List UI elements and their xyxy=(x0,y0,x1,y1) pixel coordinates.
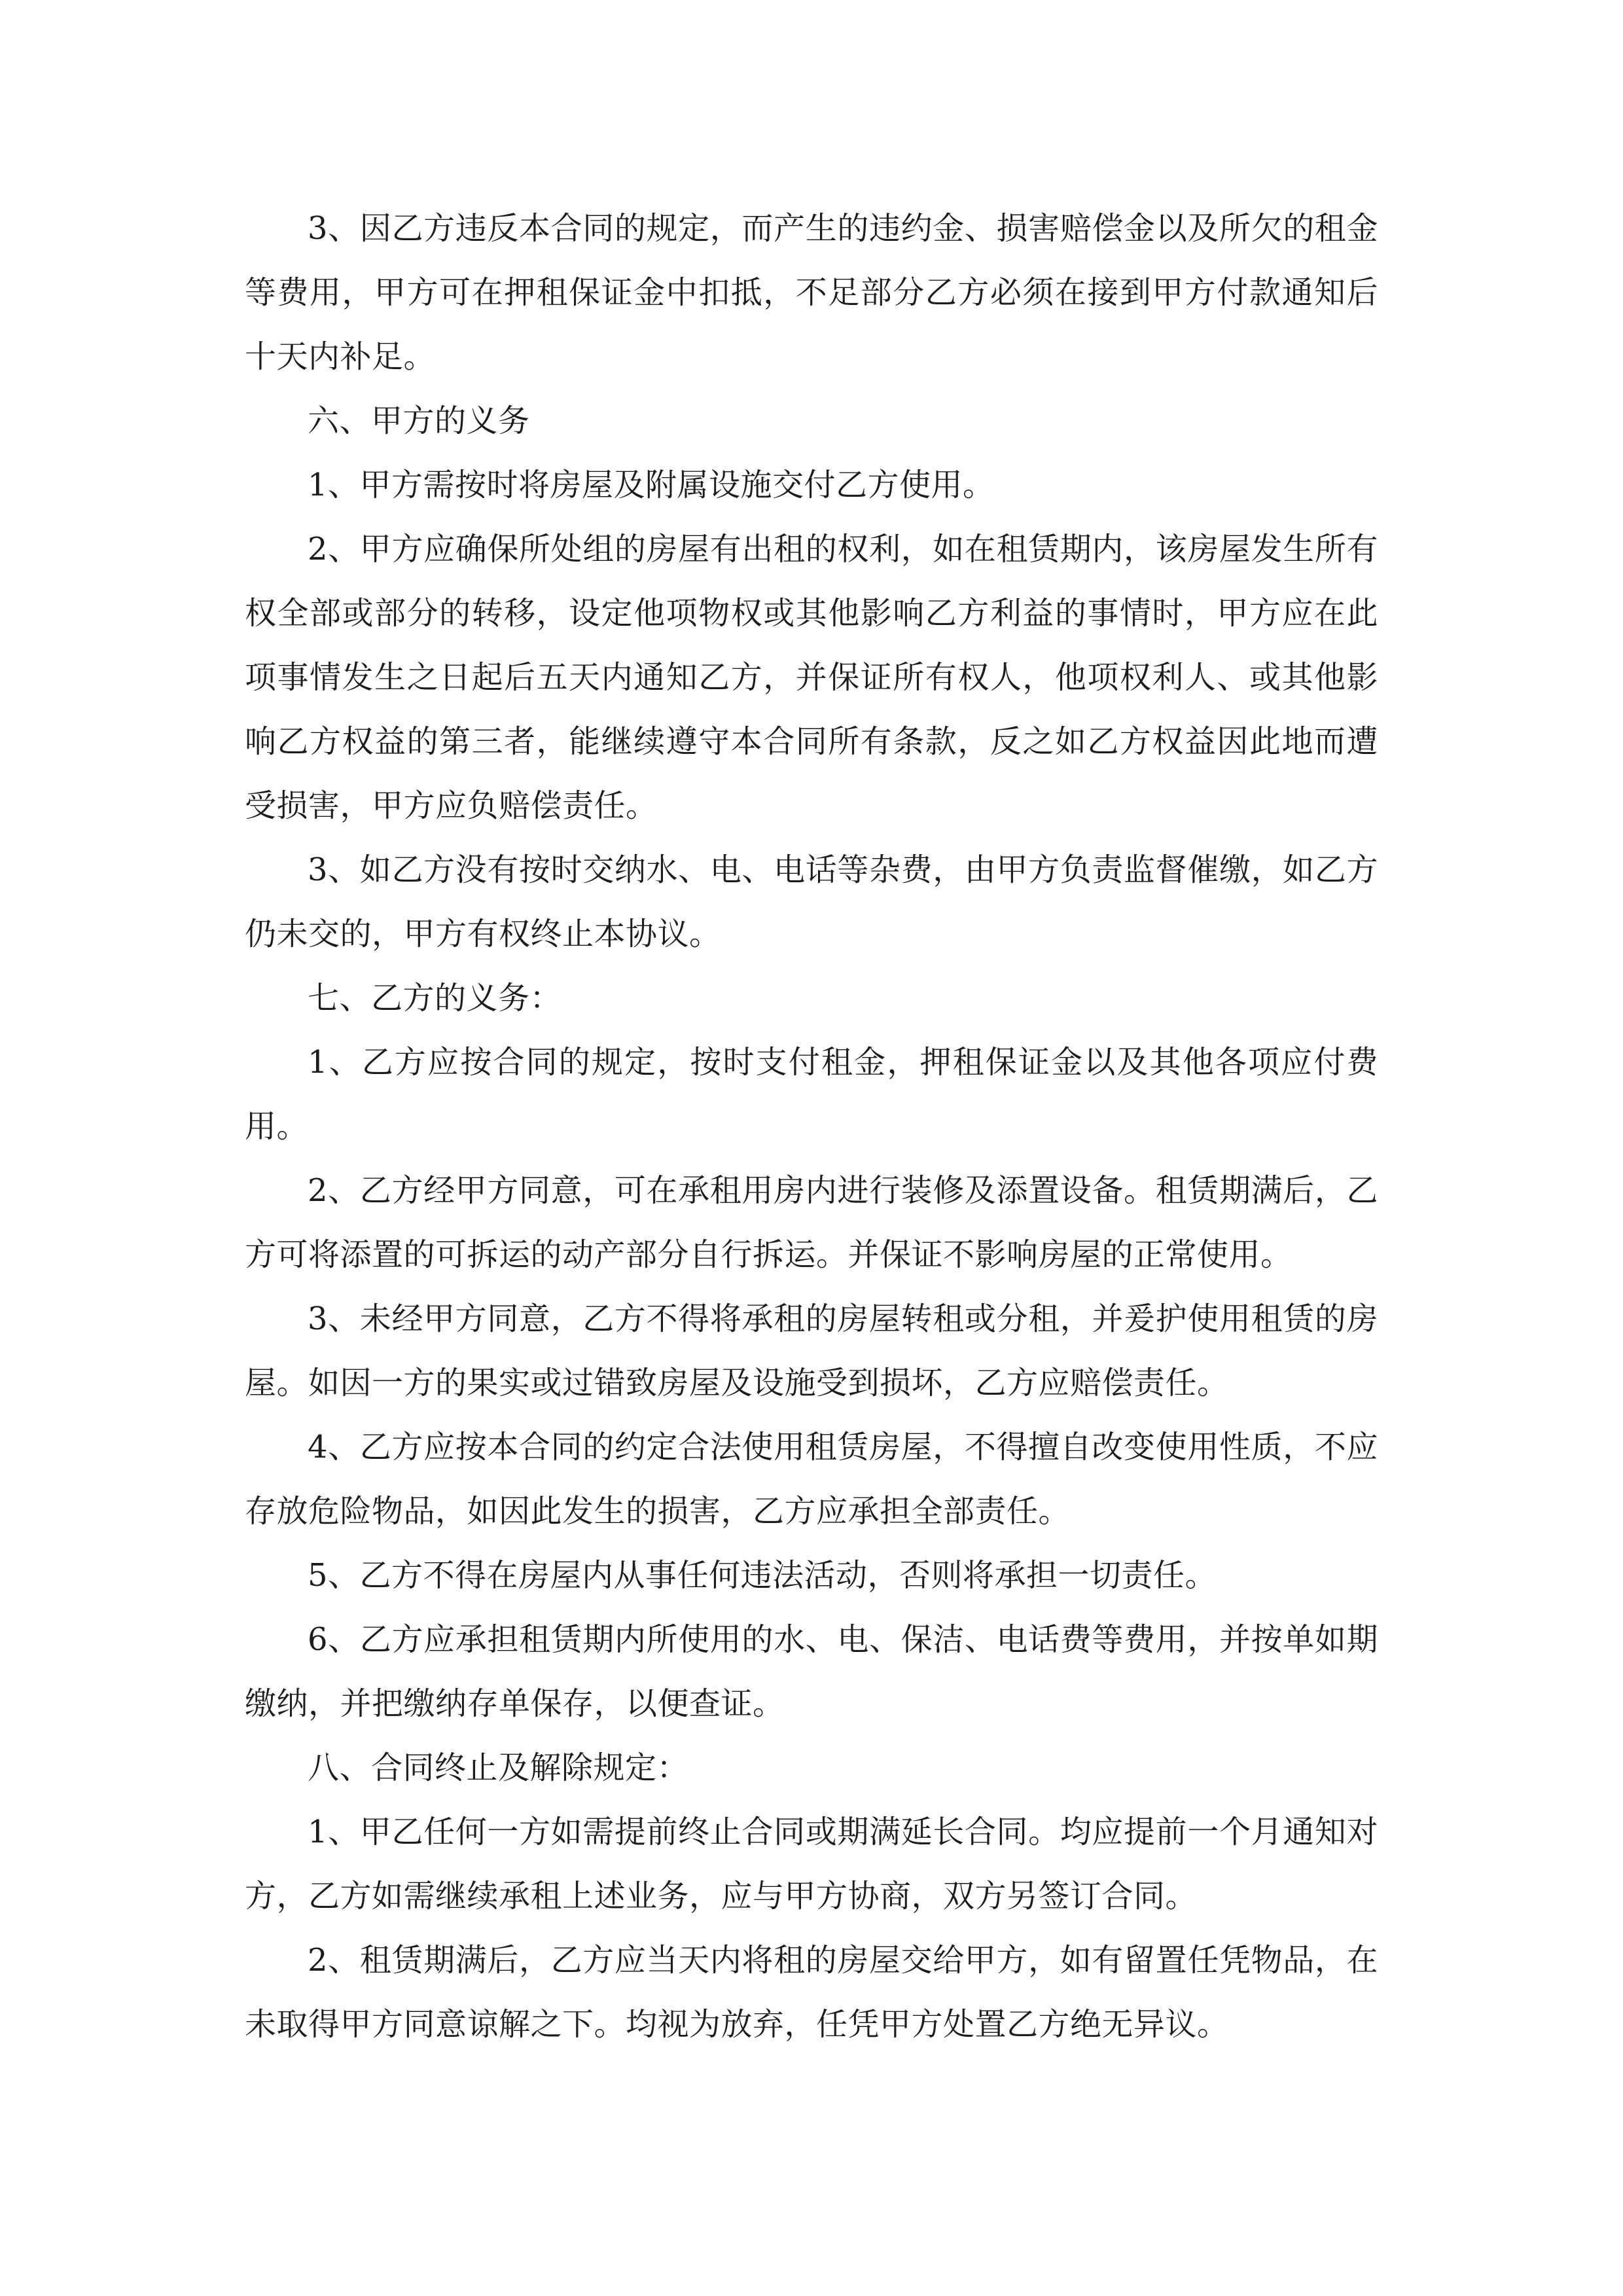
document-body xyxy=(245,196,1378,2056)
clause-7-4: 4、乙方应按本合同的约定合法使用租赁房屋，不得擅自改变使用性质，不应存放危险物品，如因此发生的损害，乙方应承担全部责任。 xyxy=(245,1429,1378,1530)
clause-6-3: 3、如乙方没有按时交纳水、电、电话等杂费，由甲方负责监督催缴，如乙方仍未交的，甲方有权终止本协议。 xyxy=(245,852,1378,952)
clause-6-1: 1、甲方需按时将房屋及附属设施交付乙方使用。 xyxy=(308,467,995,503)
clause-6-2: 2、甲方应确保所处组的房屋有出租的权利，如在租赁期内，该房屋发生所有权全部或部分的转移，设定他项物权或其他影响乙方利益的事情时，甲方应在此项事情发生之日起后五天内通知乙方，并保证所有权人，他项权利人、或其他影响乙方权益的第三者，能继续遵守本合同所有条款，反之如乙方权益因此地而遭受损害，甲方应负赔偿责任。 xyxy=(245,531,1378,824)
clause-7-3: 3、未经甲方同意，乙方不得将承租的房屋转租或分租，并爰护使用租赁的房屋。如因一方的果实或过错致房屋及设施受到损坏，乙方应赔偿责任。 xyxy=(245,1300,1378,1401)
section-heading-7: 七、乙方的义务： xyxy=(308,980,562,1016)
clause-7-5: 5、乙方不得在房屋内从事任何违法活动，否则将承担一切责任。 xyxy=(308,1557,1217,1594)
clause-7-1: 1、乙方应按合同的规定，按时支付租金，押租保证金以及其他各项应付费用。 xyxy=(245,1044,1378,1145)
section-heading-6: 六、甲方的义务 xyxy=(308,403,530,439)
section-heading-8: 八、合同终止及解除规定： xyxy=(308,1749,689,1786)
clause-7-2: 2、乙方经甲方同意，可在承租用房内进行装修及添置设备。租赁期满后，乙方可将添置的可拆运的动产部分自行拆运。并保证不影响房屋的正常使用。 xyxy=(245,1172,1378,1273)
clause-7-6: 6、乙方应承担租赁期内所使用的水、电、保洁、电话费等费用，并按单如期缴纳，并把缴纳存单保存，以便查证。 xyxy=(245,1621,1378,1722)
clause-8-2: 2、租赁期满后，乙方应当天内将租的房屋交给甲方，如有留置任凭物品，在未取得甲方同意谅解之下。均视为放弃，任凭甲方处置乙方绝无异议。 xyxy=(245,1942,1378,2043)
clause-8-1: 1、甲乙任何一方如需提前终止合同或期满延长合同。均应提前一个月通知对方，乙方如需继续承租上述业务，应与甲方协商，双方另签订合同。 xyxy=(245,1814,1378,1914)
clause-5-3: 3、因乙方违反本合同的规定，而产生的违约金、损害赔偿金以及所欠的租金等费用，甲方可在押租保证金中扣抵，不足部分乙方必须在接到甲方付款通知后十天内补足。 xyxy=(245,210,1378,375)
